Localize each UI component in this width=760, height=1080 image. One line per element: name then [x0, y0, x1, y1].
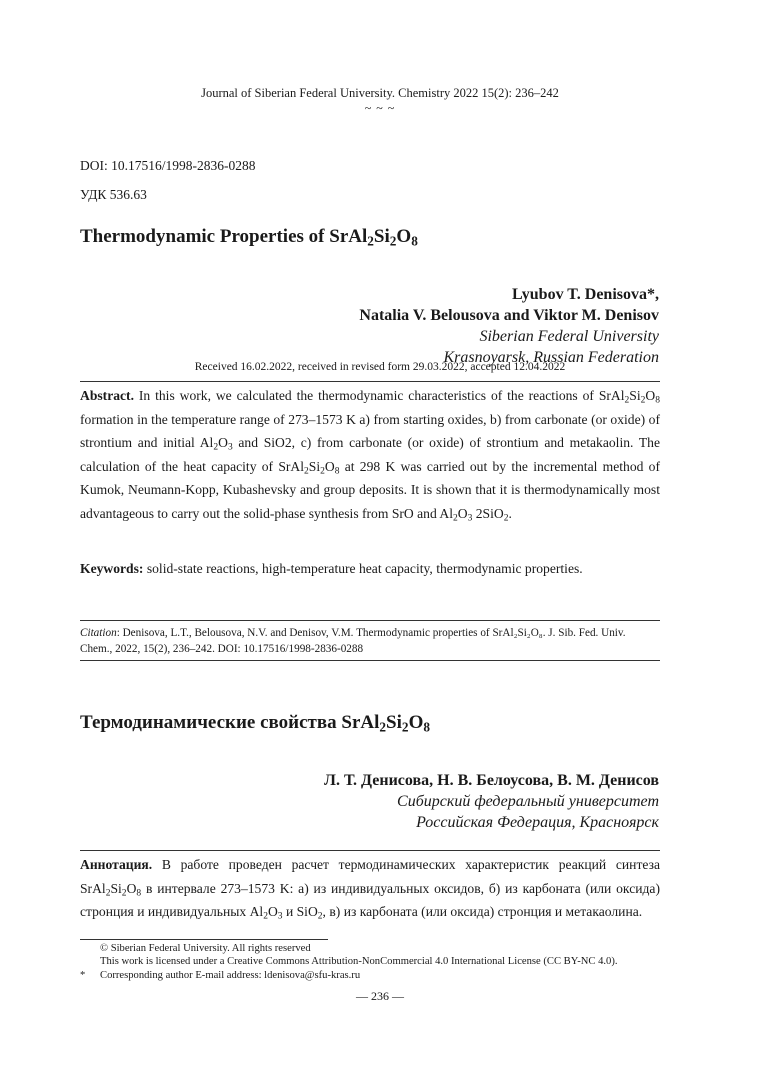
journal-header: Journal of Siberian Federal University. Chemistry 2022 15(2): 236–242: [201, 86, 559, 100]
abstract-label: Abstract.: [80, 388, 134, 403]
footnote-rule: [80, 939, 328, 940]
citation-label: Citation: [80, 627, 117, 639]
author-line-2: Natalia V. Belousova and Viktor M. Denisov: [359, 307, 659, 324]
russian-abstract: Аннотация. В работе проведен расчет термодинамических характеристик реакций синтеза $SrAl_2Si_2O_8$ в интервале 273–1573 K: а) из индивидуальных оксидов, б) из карбоната (или оксида) стронция и индивидуальных $Al_2O_3$ и SiO$_2$, в) из карбоната (или оксида) стронция и метакаолина.: [80, 857, 660, 922]
russian-title: Термодинамические свойства $SrAl_2Si_2O_8$: [80, 712, 430, 735]
udk: УДК 536.63: [80, 187, 147, 202]
corresponding-email: Corresponding author E-mail address: ldenisova@sfu-kras.ru: [100, 970, 361, 981]
keywords-label: Keywords:: [80, 561, 144, 576]
english-title: Thermodynamic Properties of $SrAl_2Si_2O_8$: [80, 226, 418, 249]
citation-bottom-rule: [80, 660, 660, 661]
page-number: — 236 —: [356, 989, 404, 1003]
ru-affiliation-line-1: Сибирский федеральный университет: [397, 793, 659, 810]
ru-affiliation-line-2: Российская Федерация, Красноярск: [416, 814, 659, 831]
ru-author-line-1: Л. Т. Денисова, Н. В. Белоусова, В. М. Денисов: [324, 772, 659, 789]
english-abstract: Abstract. In this work, we calculated the thermodynamic characteristics of the reactions of $SrAl_2Si_2O_8$ formation in the temperature range of 273–1573 K a) from starting oxides, b) from carbonate (or oxide) of strontium and initial $Al_2O_3$ and SiO2, c) from carbonate (or oxide) of strontium and metakaolin. The calculation of the heat capacity of $SrAl_2Si_2O_8$ at 298 K was carried out by the incremental method of Kumok, Neumann-Kopp, Kubashevsky and group deposits. It is shown that it is thermodynamically most advantageous to carry out the solid-phase synthesis from SrO and $Al_2O_3$ 2SiO$_2$.: [80, 388, 660, 523]
english-title-text: Thermodynamic Properties of: [80, 226, 330, 247]
citation-text: : Denisova, L.T., Belousova, N.V. and Denisov, V.M. Thermodynamic properties of SrAl₂Si₂O₈. J. Sib. Fed. Univ. Chem., 2022, 15(2), 236–242. DOI: 10.17516/1998-2836-0288: [80, 627, 626, 655]
journal-page: Journal of Siberian Federal University. Chemistry 2022 15(2): 236–242 ~ ~ ~ DOI: 10.17516/1998-2836-0288 УДК 536.63 Thermodynamic Properties of $SrAl_2Si_2O_8$ Lyubov T. Denisova*, Natalia V. Belousova and Viktor M. Denisov Siberian Federal University Krasnoyarsk, Russian Federation Received 16.02.2022, received in revised form 29.03.2022, accepted 12.04.2022 Abstract. In this work, we calculated the thermodynamic characteristics of the reactions of $SrAl_2Si_2O_8$ formation in the temperature range of 273–1573 K a) from starting oxides, b) from carbonate (or oxide) of strontium and initial $Al_2O_3$ and SiO2, c) from carbonate (or oxide) of strontium and metakaolin. The calculation of the heat capacity of $SrAl_2Si_2O_8$ at 298 K was carried out by the incremental method of Kumok, Neumann-Kopp, Kubashevsky and group deposits. It is shown that it is thermodynamically most advantageous to carry out the solid-phase synthesis from SrO and $Al_2O_3$ 2SiO$_2$. Keywords: solid-state reactions, high-temperature heat capacity, thermodynamic properties. Citation: Denisova, L.T., Belousova, N.V. and Denisov, V.M. Thermodynamic properties of SrAl₂Si₂O₈. J. Sib. Fed. Univ. Chem., 2022, 15(2), 236–242. DOI: 10.17516/1998-2836-0288 Термодинамические свойства $SrAl_2Si_2O_8$ Л. Т. Денисова, Н. В. Белоусова, В. М. Денисов Сибирский федеральный университет Российская Федерация, Красноярск Аннотация. В работе проведен расчет термодинамических характеристик реакций синтеза $SrAl_2Si_2O_8$ в интервале 273–1573 K: а) из индивидуальных оксидов, б) из карбоната (или оксида) стронция и индивидуальных $Al_2O_3$ и SiO$_2$, в) из карбоната (или оксида) стронция и метакаолина. © Siberian Federal University. All rights reserved This work is licensed under a Creative Commons Attribution-NonCommercial 4.0 International License (CC BY-NC 4.0). * Corresponding author E-mail address: ldenisova@sfu-kras.ru — 236 —: [0, 0, 760, 1080]
russian-authors: [324, 770, 659, 833]
keywords-text: solid-state reactions, high-temperature heat capacity, thermodynamic properties.: [143, 561, 583, 576]
citation: [80, 626, 660, 657]
russian-title-text: Термодинамические свойства: [80, 712, 342, 733]
ru-abstract-top-rule: [80, 850, 660, 851]
citation-top-rule: [80, 620, 660, 621]
affiliation-line-1: Siberian Federal University: [479, 328, 659, 345]
received-dates: Received 16.02.2022, received in revised form 29.03.2022, accepted 12.04.2022: [194, 361, 566, 373]
header-ornament: ~ ~ ~: [364, 101, 396, 115]
affiliation-line-2: Krasnoyarsk, Russian Federation: [443, 349, 659, 366]
keywords: [80, 561, 660, 577]
author-line-1: Lyubov T. Denisova*,: [511, 286, 659, 303]
doi: DOI: 10.17516/1998-2836-0288: [80, 158, 256, 173]
abstract-top-rule: [80, 381, 660, 382]
ru-abstract-label: Аннотация.: [80, 857, 153, 872]
english-authors: [359, 284, 659, 368]
corresponding-mark: *: [80, 970, 86, 981]
